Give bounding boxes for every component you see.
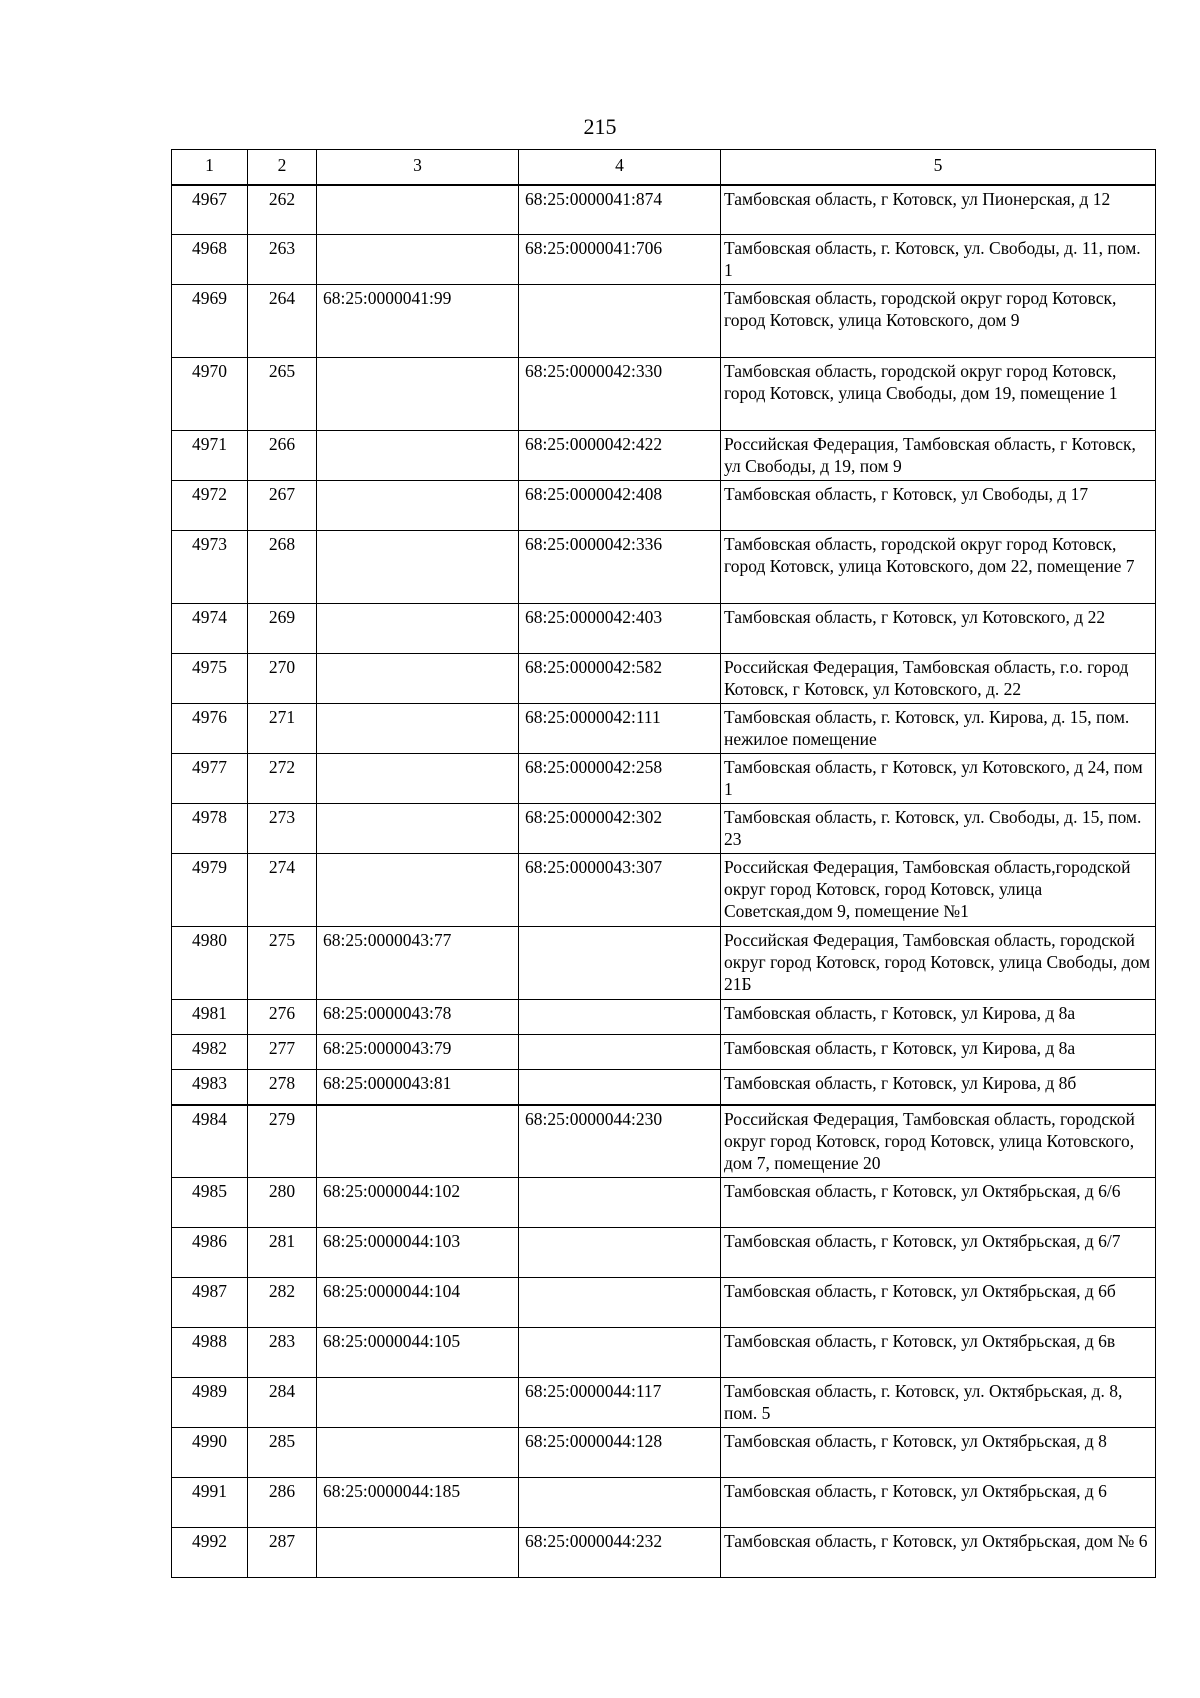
table-body [172,185,1156,1578]
record-number-cell: 4967 [172,185,248,235]
table-row [172,1105,1156,1178]
column-header: 5 [721,150,1156,185]
item-number-cell: 274 [248,854,317,927]
premises-cadastral-number-cell: 68:25:0000042:330 [519,358,721,431]
address-cell: Российская Федерация, Тамбовская область, городской округ город Котовск, город Котовск, улица Котовского, дом 7, помещение 20 [721,1105,1156,1178]
land-cadastral-number-cell [317,854,519,927]
column-header: 2 [248,150,317,185]
land-cadastral-number-cell [317,1428,519,1478]
item-number-cell: 285 [248,1428,317,1478]
table-row [172,927,1156,1000]
land-cadastral-number-cell [317,1528,519,1578]
record-number-cell: 4988 [172,1328,248,1378]
table-row [172,185,1156,235]
record-number-cell: 4977 [172,754,248,804]
address-cell: Тамбовская область, г Котовск, ул Пионерская, д 12 [721,185,1156,235]
record-number-cell: 4969 [172,285,248,358]
table-row [172,1035,1156,1070]
address-cell: Тамбовская область, г. Котовск, ул. Октябрьская, д. 8, пом. 5 [721,1378,1156,1428]
land-cadastral-number-cell: 68:25:0000043:78 [317,1000,519,1035]
land-cadastral-number-cell [317,1105,519,1178]
premises-cadastral-number-cell: 68:25:0000041:874 [519,185,721,235]
premises-cadastral-number-cell: 68:25:0000043:307 [519,854,721,927]
address-cell: Тамбовская область, городской округ город Котовск, город Котовск, улица Котовского, дом 9 [721,285,1156,358]
premises-cadastral-number-cell: 68:25:0000044:117 [519,1378,721,1428]
column-header: 3 [317,150,519,185]
premises-cadastral-number-cell [519,1228,721,1278]
item-number-cell: 277 [248,1035,317,1070]
table-row [172,1178,1156,1228]
record-number-cell: 4992 [172,1528,248,1578]
land-cadastral-number-cell [317,654,519,704]
premises-cadastral-number-cell: 68:25:0000042:302 [519,804,721,854]
table-row [172,431,1156,481]
premises-cadastral-number-cell: 68:25:0000041:706 [519,235,721,285]
address-cell: Тамбовская область, г Котовск, ул Октябрьская, д 6 [721,1478,1156,1528]
header-row [172,150,1156,185]
table-row [172,531,1156,604]
address-cell: Тамбовская область, г Котовск, ул Октябрьская, дом № 6 [721,1528,1156,1578]
record-number-cell: 4987 [172,1278,248,1328]
premises-cadastral-number-cell [519,1035,721,1070]
table-row [172,1228,1156,1278]
address-cell: Тамбовская область, городской округ город Котовск, город Котовск, улица Свободы, дом 19, помещение 1 [721,358,1156,431]
land-cadastral-number-cell: 68:25:0000041:99 [317,285,519,358]
land-cadastral-number-cell [317,604,519,654]
registry-table [171,149,1156,1578]
land-cadastral-number-cell: 68:25:0000044:102 [317,1178,519,1228]
address-cell: Тамбовская область, г. Котовск, ул. Свободы, д. 15, пом. 23 [721,804,1156,854]
premises-cadastral-number-cell: 68:25:0000042:403 [519,604,721,654]
item-number-cell: 263 [248,235,317,285]
premises-cadastral-number-cell: 68:25:0000042:422 [519,431,721,481]
record-number-cell: 4991 [172,1478,248,1528]
premises-cadastral-number-cell [519,1000,721,1035]
item-number-cell: 264 [248,285,317,358]
table-row [172,1278,1156,1328]
premises-cadastral-number-cell [519,1478,721,1528]
table-row [172,854,1156,927]
land-cadastral-number-cell [317,358,519,431]
premises-cadastral-number-cell [519,1070,721,1105]
address-cell: Тамбовская область, г Котовск, ул Котовского, д 24, пом 1 [721,754,1156,804]
item-number-cell: 269 [248,604,317,654]
address-cell: Российская Федерация, Тамбовская область, г Котовск, ул Свободы, д 19, пом 9 [721,431,1156,481]
record-number-cell: 4978 [172,804,248,854]
address-cell: Тамбовская область, г Котовск, ул Октябрьская, д 6/7 [721,1228,1156,1278]
item-number-cell: 276 [248,1000,317,1035]
table-row [172,1000,1156,1035]
item-number-cell: 265 [248,358,317,431]
record-number-cell: 4990 [172,1428,248,1478]
address-cell: Тамбовская область, г Котовск, ул Свободы, д 17 [721,481,1156,531]
record-number-cell: 4971 [172,431,248,481]
land-cadastral-number-cell: 68:25:0000044:104 [317,1278,519,1328]
item-number-cell: 271 [248,704,317,754]
record-number-cell: 4983 [172,1070,248,1105]
address-cell: Тамбовская область, городской округ город Котовск, город Котовск, улица Котовского, дом 22, помещение 7 [721,531,1156,604]
land-cadastral-number-cell [317,754,519,804]
address-cell: Тамбовская область, г Котовск, ул Октябрьская, д 6/6 [721,1178,1156,1228]
item-number-cell: 278 [248,1070,317,1105]
address-cell: Российская Федерация, Тамбовская область,городской округ город Котовск, город Котовск, улица Советская,дом 9, помещение №1 [721,854,1156,927]
land-cadastral-number-cell: 68:25:0000043:79 [317,1035,519,1070]
address-cell: Российская Федерация, Тамбовская область, городской округ город Котовск, город Котовск, улица Свободы, дом 21Б [721,927,1156,1000]
record-number-cell: 4974 [172,604,248,654]
item-number-cell: 279 [248,1105,317,1178]
record-number-cell: 4972 [172,481,248,531]
table-row [172,285,1156,358]
column-header: 1 [172,150,248,185]
item-number-cell: 283 [248,1328,317,1378]
table-row [172,754,1156,804]
land-cadastral-number-cell [317,804,519,854]
table-row [172,235,1156,285]
address-cell: Тамбовская область, г Котовск, ул Кирова, д 8а [721,1035,1156,1070]
land-cadastral-number-cell [317,1378,519,1428]
record-number-cell: 4985 [172,1178,248,1228]
record-number-cell: 4981 [172,1000,248,1035]
item-number-cell: 267 [248,481,317,531]
land-cadastral-number-cell [317,481,519,531]
address-cell: Тамбовская область, г Котовск, ул Кирова, д 8б [721,1070,1156,1105]
table-row [172,481,1156,531]
premises-cadastral-number-cell [519,927,721,1000]
record-number-cell: 4979 [172,854,248,927]
premises-cadastral-number-cell [519,1328,721,1378]
land-cadastral-number-cell: 68:25:0000044:185 [317,1478,519,1528]
premises-cadastral-number-cell [519,1278,721,1328]
record-number-cell: 4982 [172,1035,248,1070]
premises-cadastral-number-cell [519,1178,721,1228]
premises-cadastral-number-cell: 68:25:0000042:408 [519,481,721,531]
table-row [172,654,1156,704]
premises-cadastral-number-cell: 68:25:0000044:232 [519,1528,721,1578]
column-header: 4 [519,150,721,185]
premises-cadastral-number-cell: 68:25:0000044:128 [519,1428,721,1478]
address-cell: Тамбовская область, г Котовск, ул Октябрьская, д 6б [721,1278,1156,1328]
land-cadastral-number-cell [317,431,519,481]
premises-cadastral-number-cell: 68:25:0000042:111 [519,704,721,754]
land-cadastral-number-cell [317,235,519,285]
table-row [172,704,1156,754]
table-row [172,1378,1156,1428]
premises-cadastral-number-cell: 68:25:0000042:336 [519,531,721,604]
table-row [172,1528,1156,1578]
record-number-cell: 4986 [172,1228,248,1278]
land-cadastral-number-cell [317,704,519,754]
item-number-cell: 262 [248,185,317,235]
table-row [172,604,1156,654]
land-cadastral-number-cell: 68:25:0000043:81 [317,1070,519,1105]
item-number-cell: 282 [248,1278,317,1328]
item-number-cell: 281 [248,1228,317,1278]
item-number-cell: 273 [248,804,317,854]
item-number-cell: 284 [248,1378,317,1428]
land-cadastral-number-cell: 68:25:0000043:77 [317,927,519,1000]
premises-cadastral-number-cell: 68:25:0000042:582 [519,654,721,704]
item-number-cell: 275 [248,927,317,1000]
page-number: 215 [583,114,617,139]
land-cadastral-number-cell [317,185,519,235]
address-cell: Тамбовская область, г. Котовск, ул. Свободы, д. 11, пом. 1 [721,235,1156,285]
record-number-cell: 4980 [172,927,248,1000]
item-number-cell: 272 [248,754,317,804]
table-row [172,1428,1156,1478]
address-cell: Российская Федерация, Тамбовская область, г.о. город Котовск, г Котовск, ул Котовского, д. 22 [721,654,1156,704]
premises-cadastral-number-cell [519,285,721,358]
item-number-cell: 280 [248,1178,317,1228]
land-cadastral-number-cell [317,531,519,604]
table-row [172,358,1156,431]
land-cadastral-number-cell: 68:25:0000044:105 [317,1328,519,1378]
address-cell: Тамбовская область, г Котовск, ул Котовского, д 22 [721,604,1156,654]
premises-cadastral-number-cell: 68:25:0000042:258 [519,754,721,804]
record-number-cell: 4984 [172,1105,248,1178]
item-number-cell: 266 [248,431,317,481]
table-row [172,1478,1156,1528]
record-number-cell: 4975 [172,654,248,704]
address-cell: Тамбовская область, г. Котовск, ул. Кирова, д. 15, пом. нежилое помещение [721,704,1156,754]
record-number-cell: 4973 [172,531,248,604]
record-number-cell: 4968 [172,235,248,285]
address-cell: Тамбовская область, г Котовск, ул Октябрьская, д 8 [721,1428,1156,1478]
address-cell: Тамбовская область, г Котовск, ул Кирова, д 8а [721,1000,1156,1035]
table-row [172,1328,1156,1378]
record-number-cell: 4989 [172,1378,248,1428]
item-number-cell: 287 [248,1528,317,1578]
table-row [172,1070,1156,1105]
address-cell: Тамбовская область, г Котовск, ул Октябрьская, д 6в [721,1328,1156,1378]
item-number-cell: 268 [248,531,317,604]
record-number-cell: 4976 [172,704,248,754]
item-number-cell: 286 [248,1478,317,1528]
premises-cadastral-number-cell: 68:25:0000044:230 [519,1105,721,1178]
land-cadastral-number-cell: 68:25:0000044:103 [317,1228,519,1278]
record-number-cell: 4970 [172,358,248,431]
item-number-cell: 270 [248,654,317,704]
table-row [172,804,1156,854]
